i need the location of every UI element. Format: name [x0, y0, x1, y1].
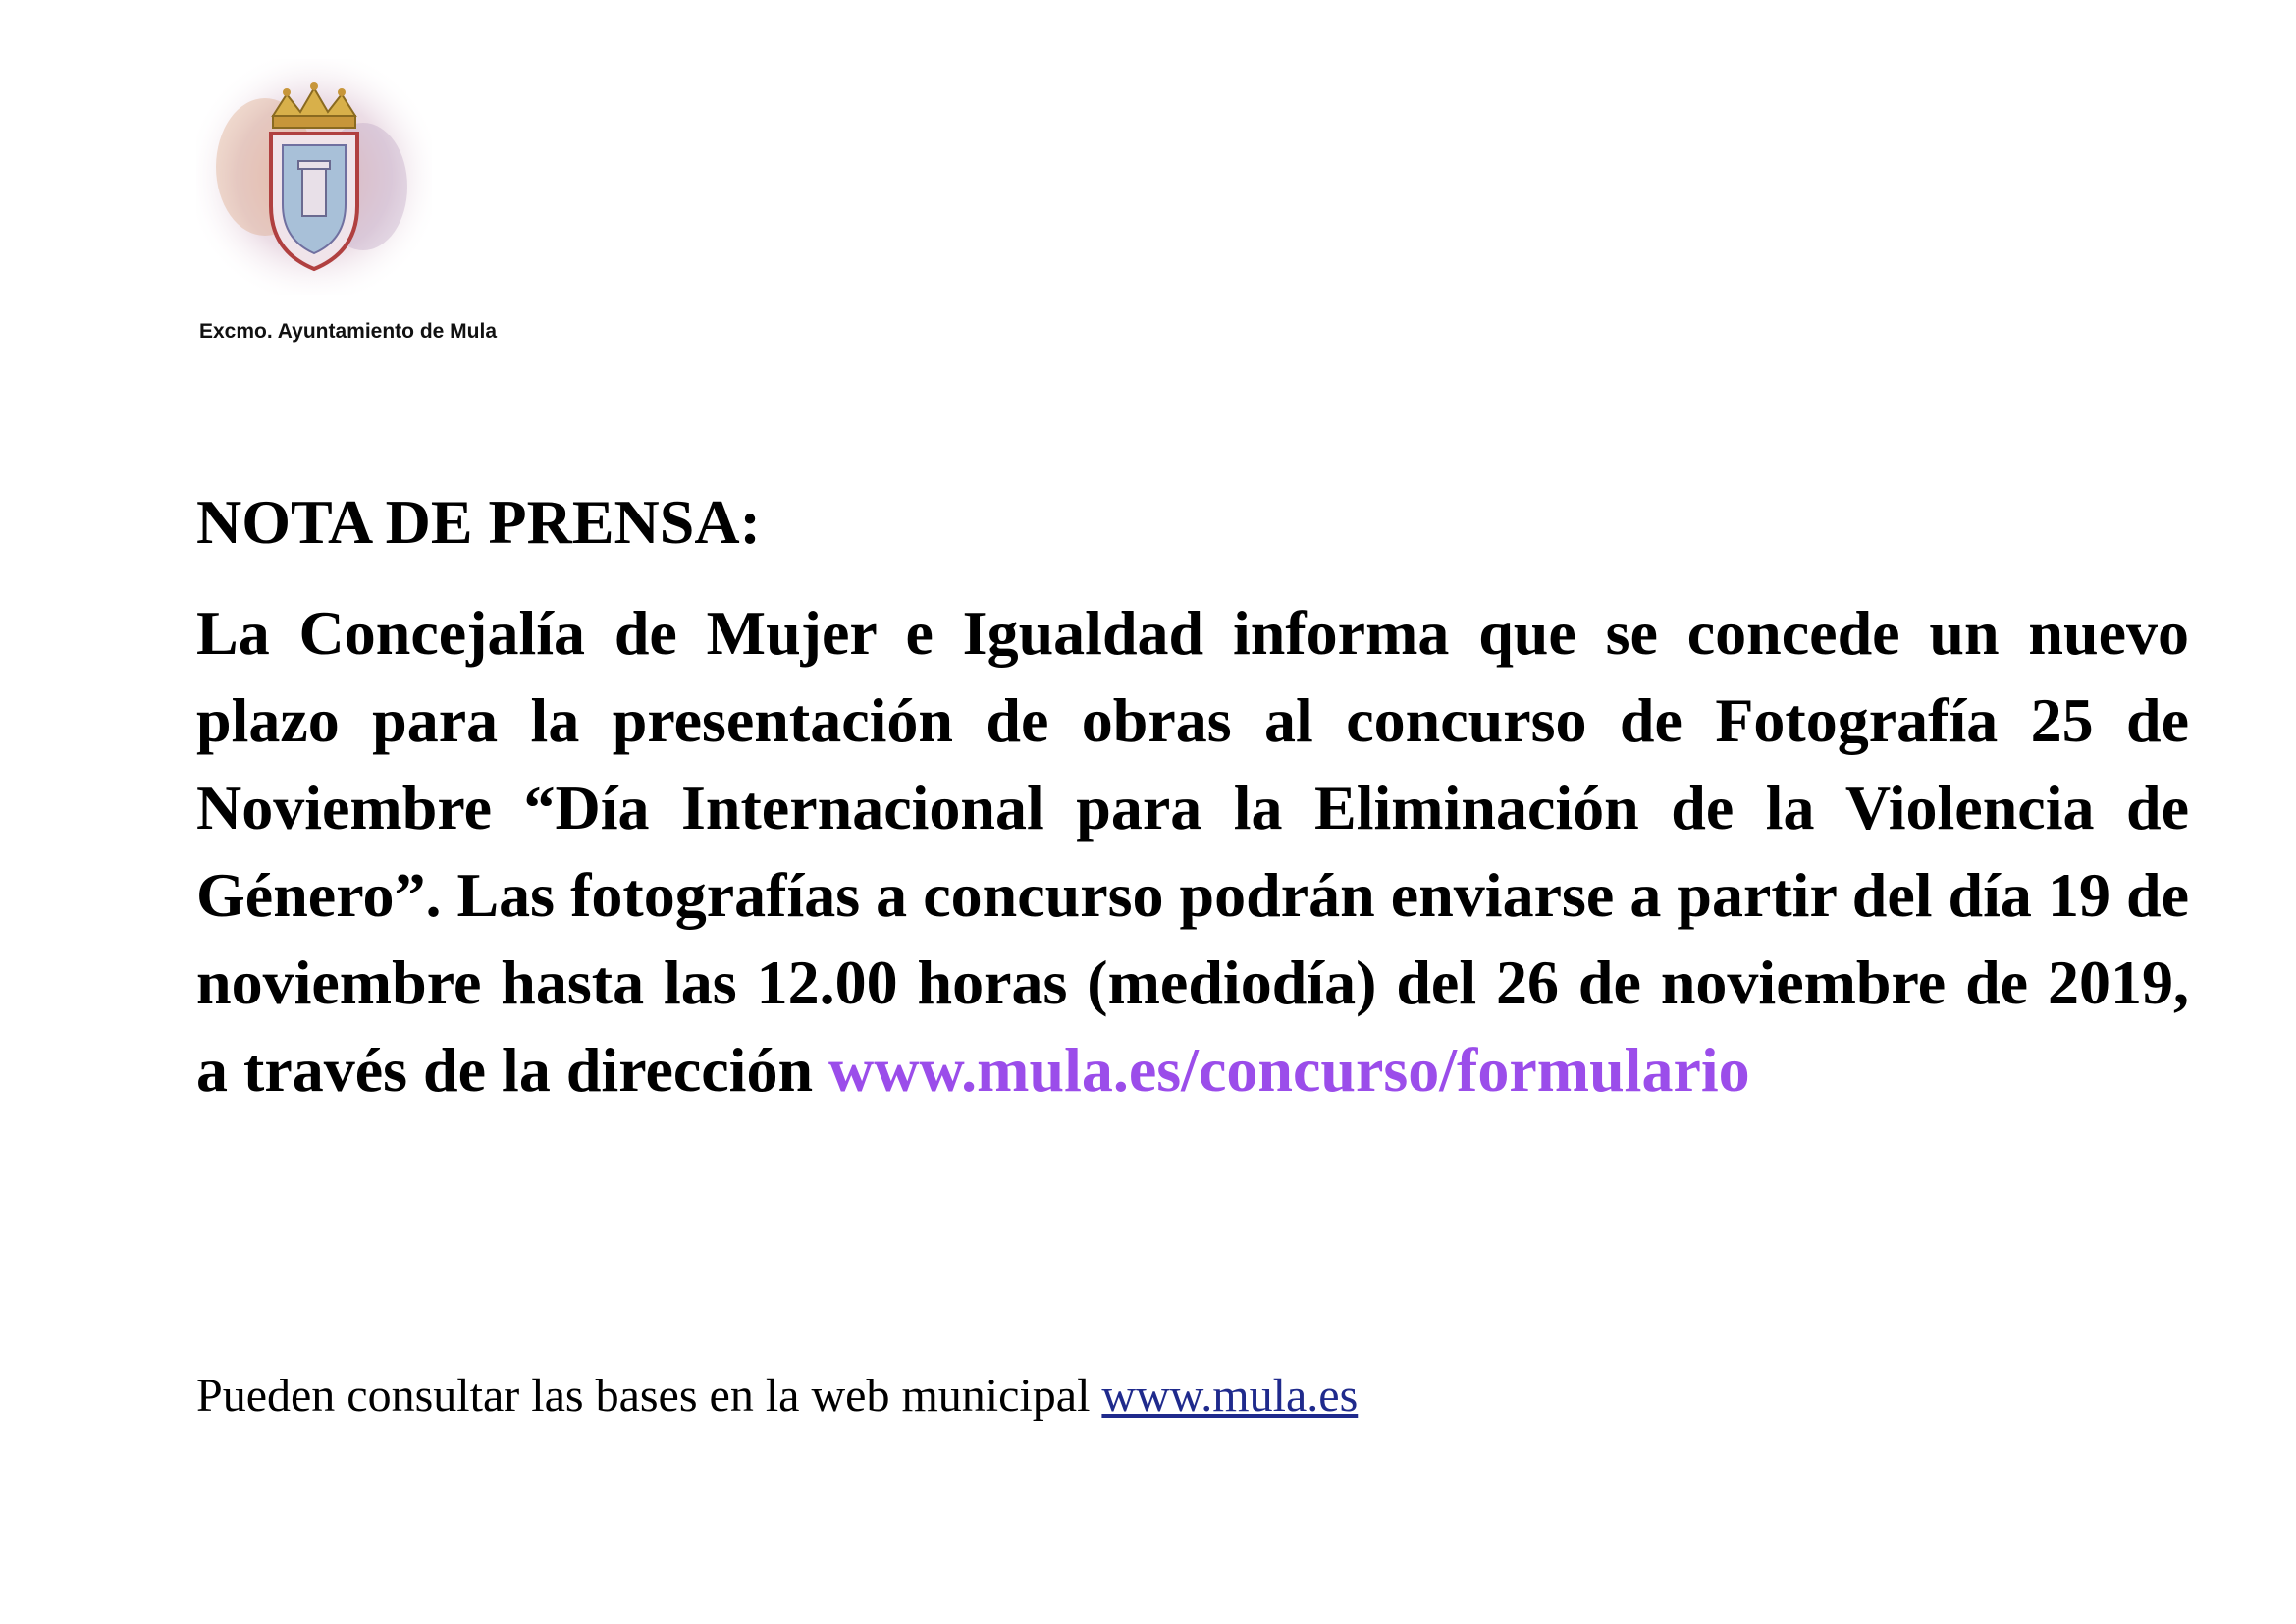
footer-text: Pueden consultar las bases en la web municipal: [196, 1370, 1091, 1422]
press-release-text: La Concejalía de Mujer e Igualdad informa que se concede un nuevo plazo para la presentación de obras al concurso de Fotografía 25 de Noviembre “Día Internacional para la Eliminación de la Violencia de Género”. Las fotografías a concurso podrán enviarse a partir del día 19 de noviembre hasta las 12.00 horas (mediodía) del 26 de noviembre de 2019, a través de la dirección: [196, 598, 2189, 1105]
municipal-website-link[interactable]: www.mula.es: [1101, 1370, 1359, 1422]
footer-note: [196, 1367, 1358, 1426]
contest-form-link[interactable]: www.mula.es/concurso/formulario: [828, 1035, 1750, 1105]
organization-name: Excmo. Ayuntamiento de Mula: [199, 320, 497, 343]
press-release-body: [196, 589, 2189, 1113]
press-release-heading: NOTA DE PRENSA:: [196, 487, 761, 557]
municipal-coat-of-arms-icon: [196, 59, 432, 295]
